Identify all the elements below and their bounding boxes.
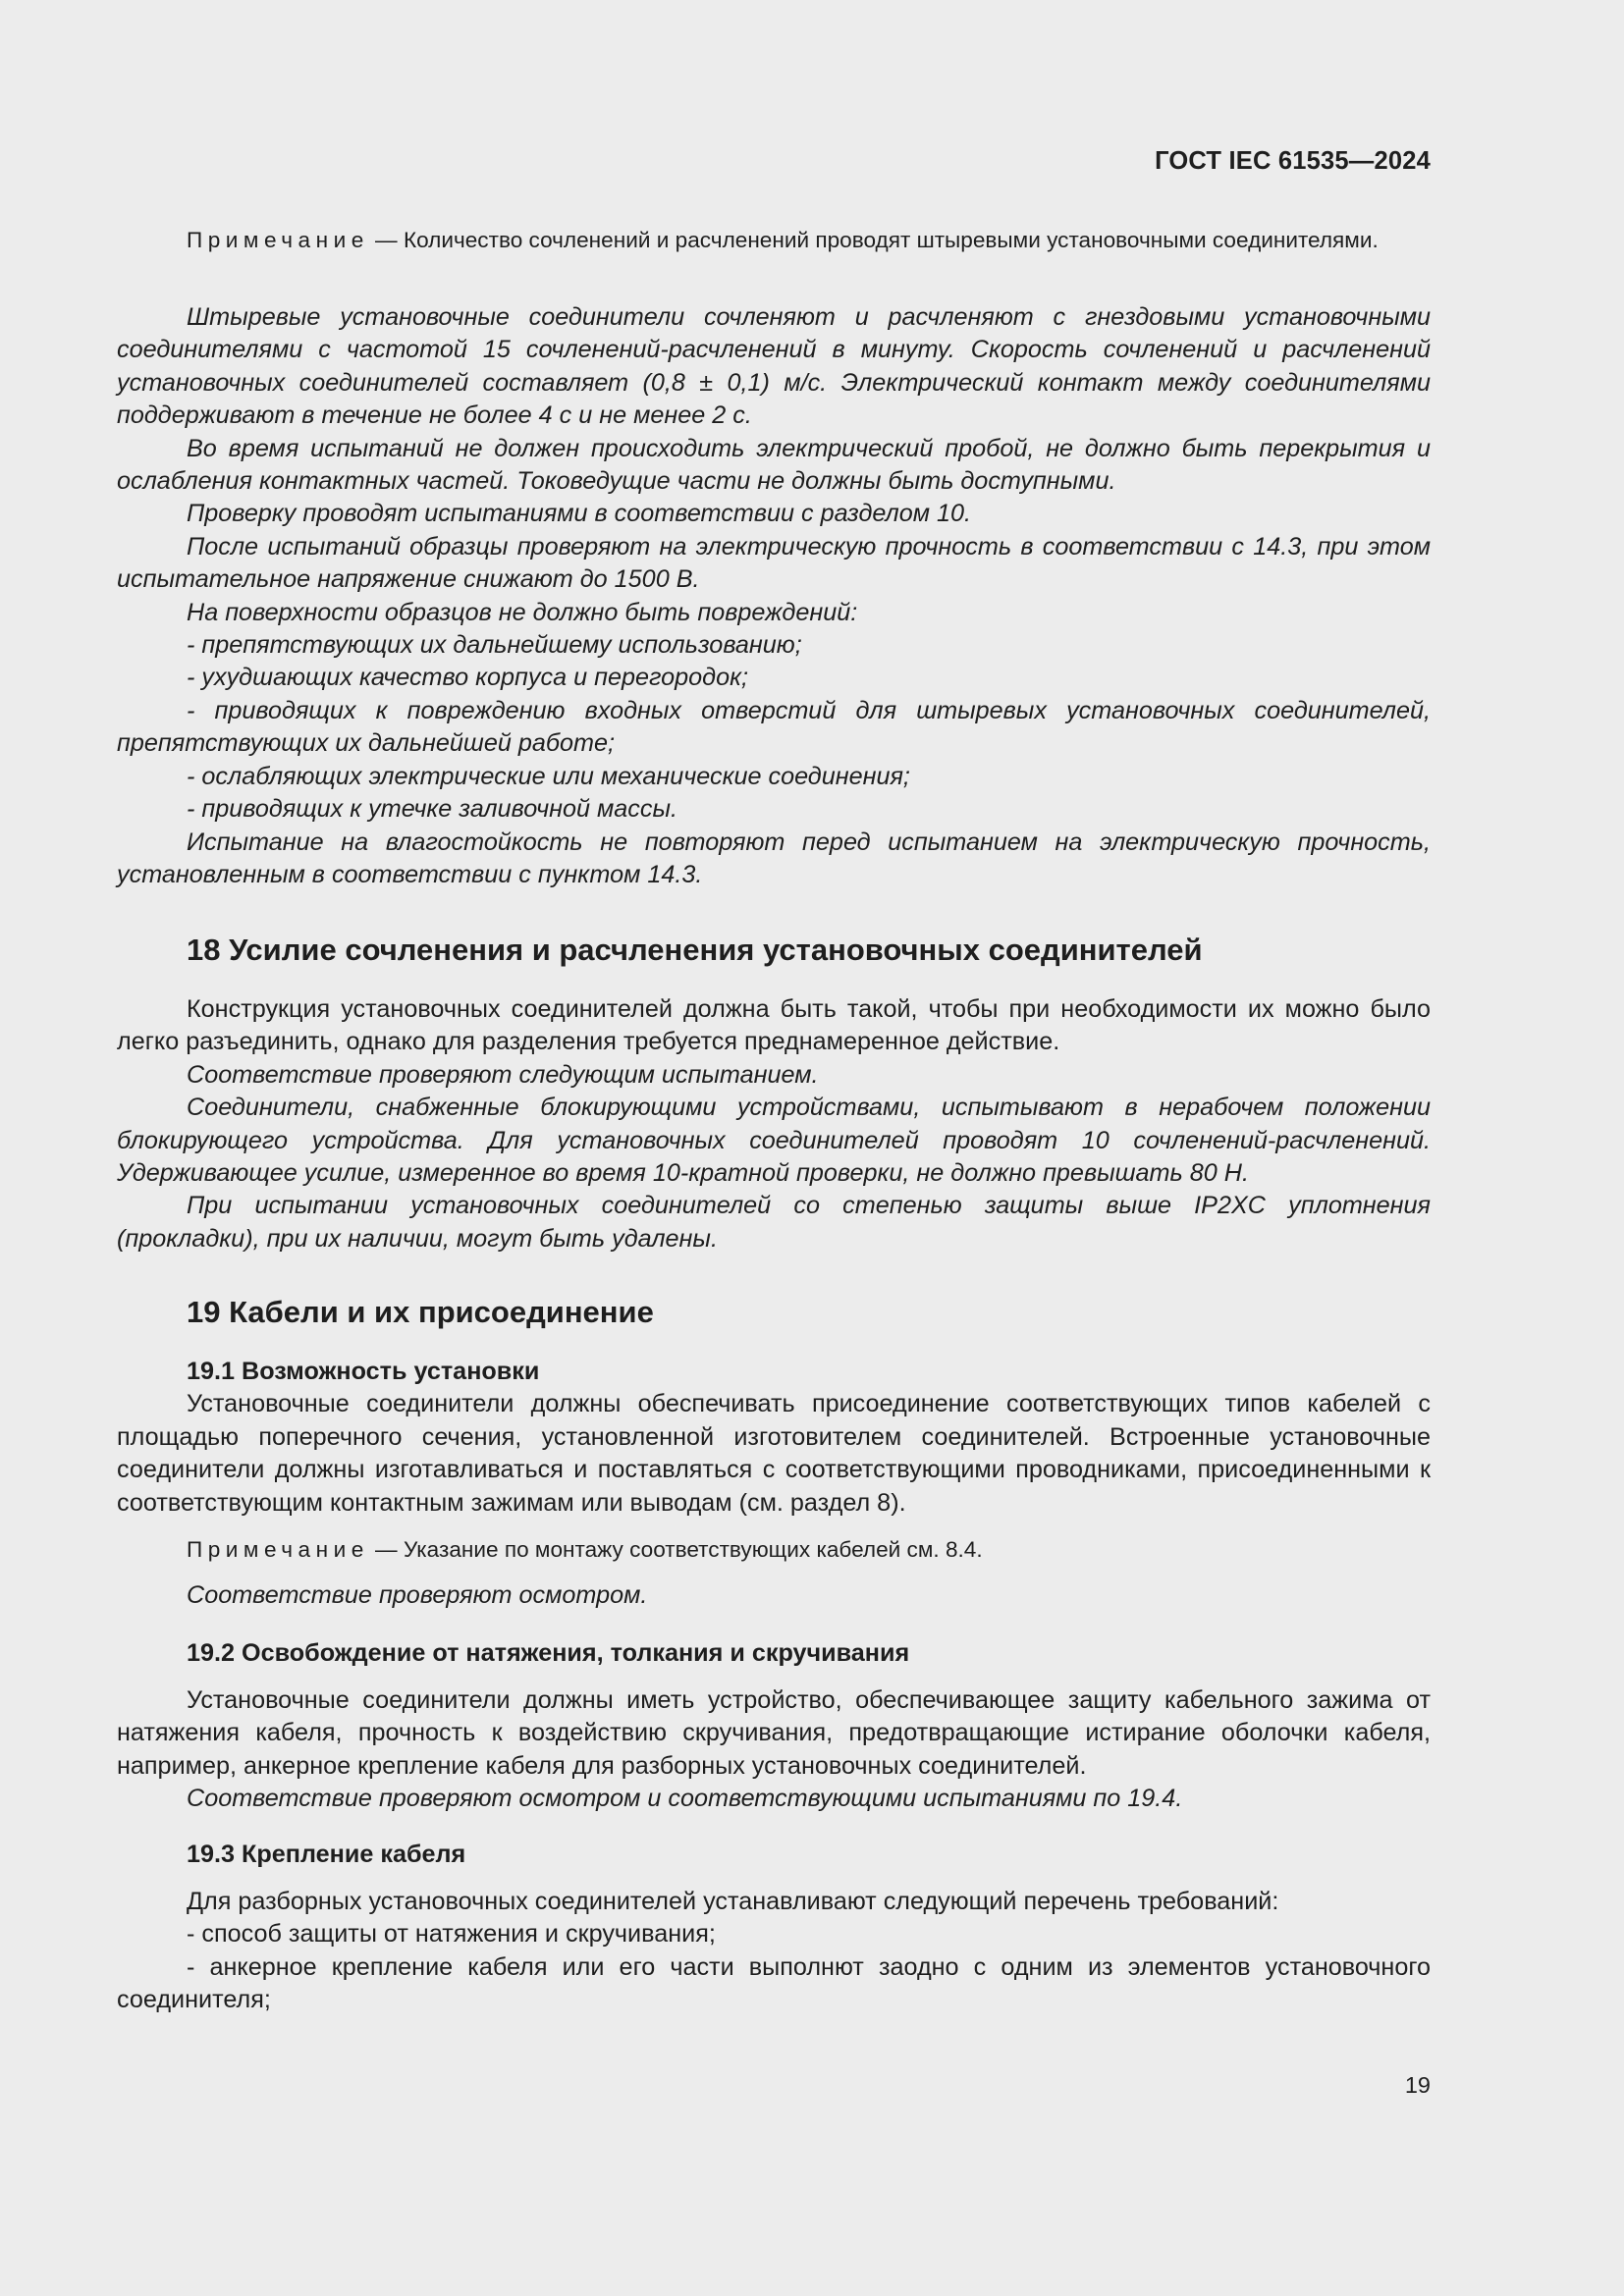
list-item: - ухудшающих качество корпуса и перегородок; [187, 664, 748, 692]
note-dash: — [368, 228, 404, 252]
paragraph: Для разборных установочных соединителей устанавливают следующий перечень требований: [187, 1888, 1279, 1915]
section-18-body [117, 993, 1431, 1255]
list-item: - ослабляющих электрические или механические соединения; [187, 762, 910, 790]
paragraph: Проверку проводят испытаниями в соответствии с разделом 10. [187, 500, 972, 528]
paragraph: Штыревые установочные соединители сочленяют и расчленяют с гнездовыми установочными соединителями с частотой 15 сочленений-расчленений в минуту. Скорость сочленений и расчленений установочных соединителей составляет (0,8 ± 0,1) м/с. Электрический контакт между соединителями поддерживают в течение не более 4 с и не менее 2 с. [117, 303, 1431, 430]
subsection-19-3-body [117, 1886, 1431, 2017]
note-block [117, 225, 1431, 255]
compliance-line [117, 1579, 1431, 1612]
list-item: - анкерное крепление кабеля или его части выполнют заодно с одним из элементов установочного соединителя; [117, 1952, 1431, 2014]
subsection-19-2-body [117, 1684, 1431, 1816]
page-number: 19 [1404, 2072, 1431, 2098]
list-item: - приводящих к повреждению входных отверстий для штыревых установочных соединителей, препятствующих их дальнейшей работе; [117, 696, 1431, 758]
paragraph: Соединители, снабженные блокирующими устройствами, испытывают в нерабочем положении блокирующего устройства. Для установочных соединителей проводят 10 сочленений-расчленений. Удерживающее усилие, измеренное во время 10-кратной проверки, не должно превышать 80 Н. [117, 1094, 1431, 1188]
subsection-19-1 [117, 1356, 1431, 1520]
list-item: - препятствующих их дальнейшему использованию; [187, 631, 802, 660]
paragraph: Испытание на влагостойкость не повторяют перед испытанием на электрическую прочность, установленным в соответствии с пунктом 14.3. [117, 828, 1431, 888]
note-dash: — [368, 1537, 404, 1562]
test-description-block [117, 301, 1431, 891]
section-heading: 19 Кабели и их присоединение [187, 1295, 654, 1329]
note-text: Указание по монтажу соответствующих кабелей см. 8.4. [403, 1537, 983, 1562]
paragraph: На поверхности образцов не должно быть повреждений: [187, 598, 858, 626]
subsection-19-3-heading-wrap [117, 1839, 1431, 1871]
paragraph: Установочные соединители должны обеспечивать присоединение соответствующих типов кабелей с площадью поперечного сечения, установленной изготовителем соединителей. Встроенные установочные соединители должны изготавливаться и поставляться с соответствующими проводниками, присоединенными к соответствующим контактным зажимам или выводам (см. раздел 8). [117, 1390, 1431, 1517]
note-label: Примечание [187, 1537, 369, 1562]
paragraph: Соответствие проверяют осмотром и соответствующими испытаниями по 19.4. [187, 1785, 1183, 1813]
paragraph: Конструкция установочных соединителей должна быть такой, чтобы при необходимости их можно было легко разъединить, однако для разделения требуется преднамеренное действие. [117, 995, 1431, 1056]
subsection-heading: 19.1 Возможность установки [187, 1358, 540, 1385]
note-paragraph [117, 1534, 1431, 1565]
section-19-heading-wrap [117, 1295, 1431, 1330]
note-label: Примечание [187, 228, 369, 252]
note-text: Количество сочленений и расчленений проводят штыревыми установочными соединителями. [403, 228, 1379, 252]
section-18-heading-wrap [117, 933, 1431, 968]
paragraph: Соответствие проверяют следующим испытанием. [187, 1060, 819, 1089]
section-heading: 18 Усилие сочленения и расчленения установочных соединителей [187, 933, 1203, 967]
paragraph: Во время испытаний не должен происходить электрический пробой, не должно быть перекрытия и ослабления контактных частей. Токоведущие части не должны быть доступными. [117, 434, 1431, 496]
paragraph: При испытании установочных соединителей со степенью защиты выше IP2XC уплотнения (прокладки), при их наличии, могут быть удалены. [117, 1192, 1431, 1253]
subsection-heading: 19.3 Крепление кабеля [187, 1841, 466, 1868]
note-paragraph [117, 225, 1431, 255]
paragraph: Соответствие проверяют осмотром. [187, 1581, 648, 1609]
page-header-doc-id: ГОСТ IEC 61535—2024 [1155, 147, 1431, 175]
list-item: - способ защиты от натяжения и скручивания; [187, 1920, 716, 1949]
paragraph: После испытаний образцы проверяют на электрическую прочность в соответствии с 14.3, при этом испытательное напряжение снижают до 1500 В. [117, 532, 1431, 594]
paragraph: Установочные соединители должны иметь устройство, обеспечивающее защиту кабельного зажима от натяжения кабеля, прочность к воздействию скручивания, предотвращающие истирание оболочки кабеля, например, анкерное крепление кабеля для разборных установочных соединителей. [117, 1686, 1431, 1780]
subsection-heading: 19.2 Освобождение от натяжения, толкания и скручивания [187, 1639, 910, 1667]
list-item: - приводящих к утечке заливочной массы. [187, 795, 678, 824]
note-block [117, 1534, 1431, 1565]
subsection-19-2-heading-wrap [117, 1637, 1431, 1670]
